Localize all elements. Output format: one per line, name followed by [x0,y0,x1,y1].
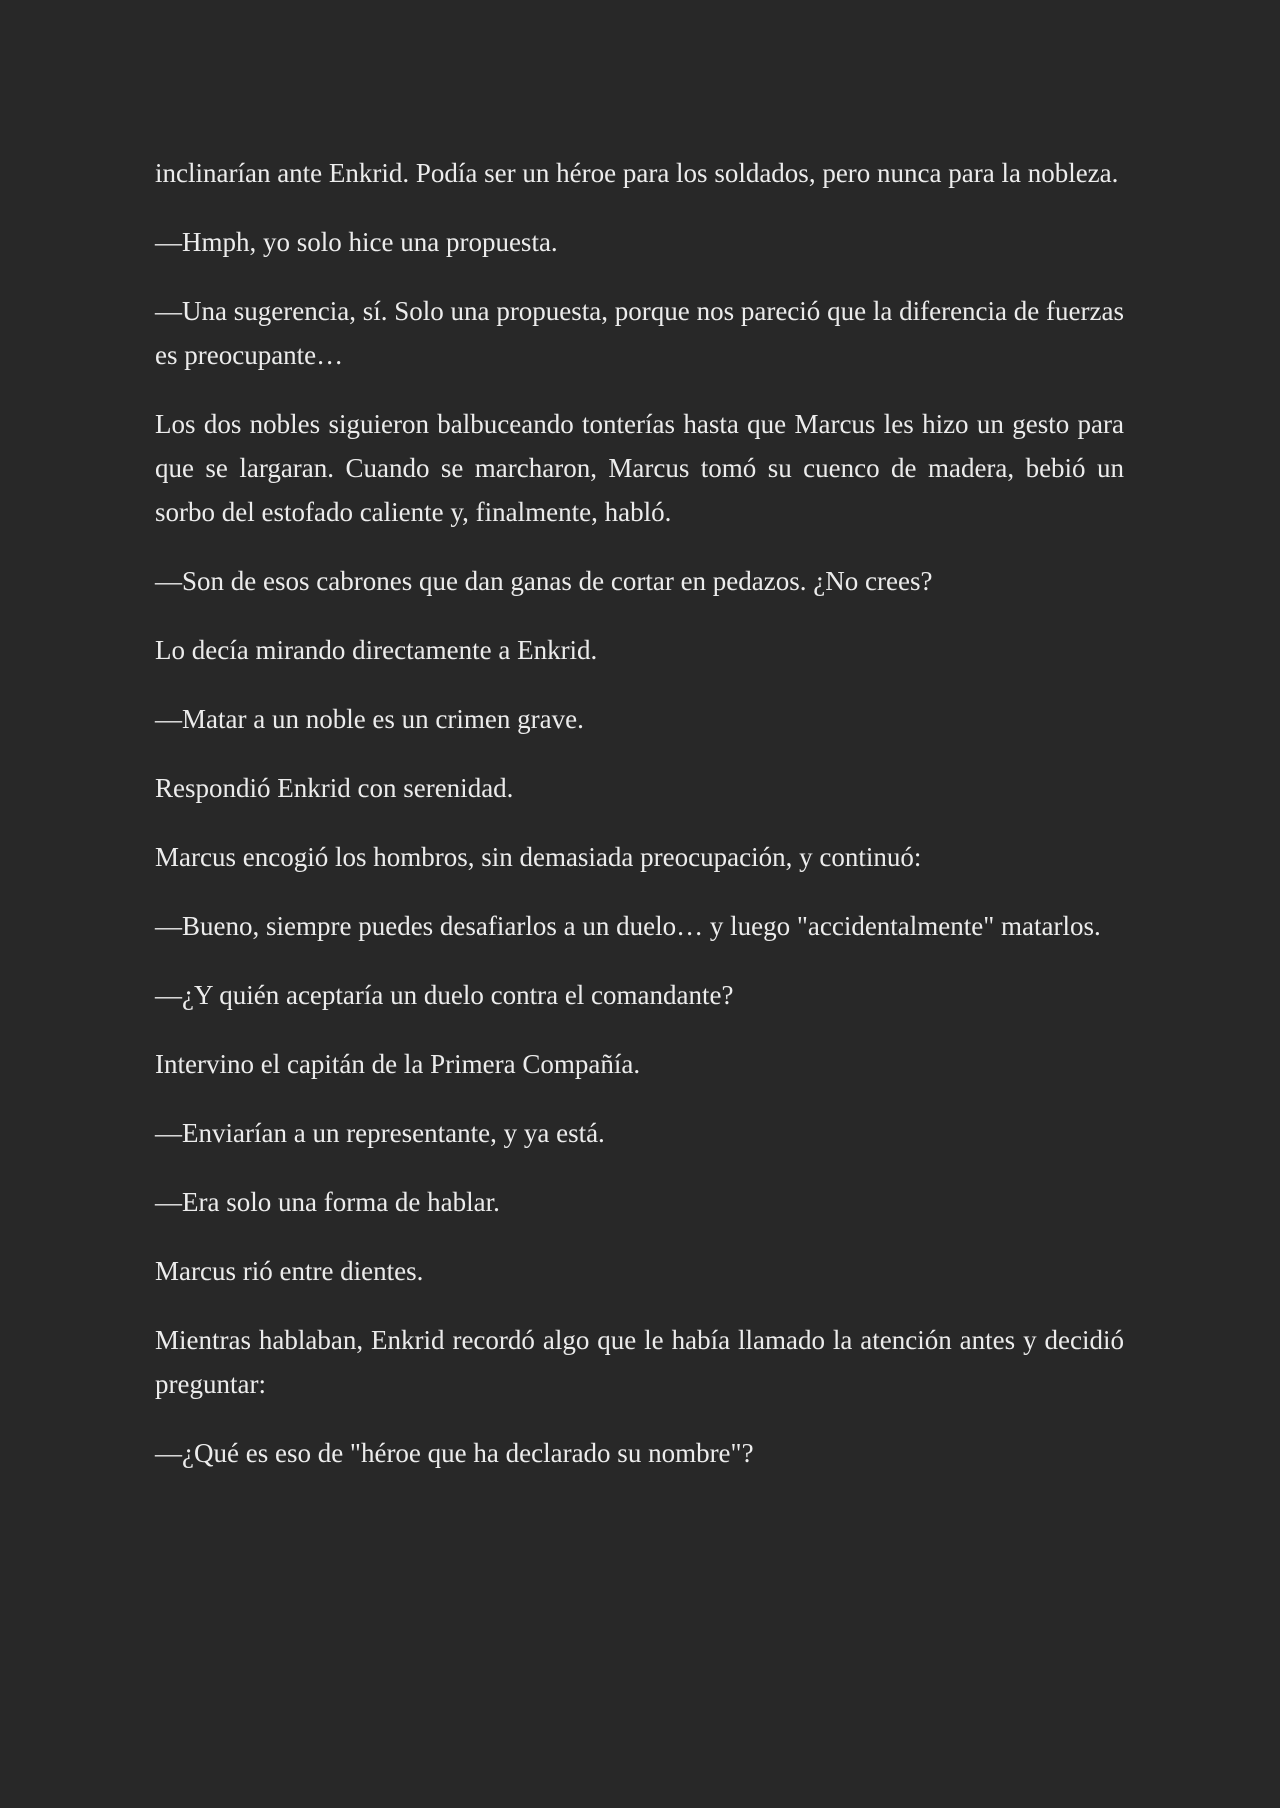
paragraph: Mientras hablaban, Enkrid recordó algo que le había llamado la atención antes y decidió preguntar: [155,1325,1124,1399]
paragraph: inclinarían ante Enkrid. Podía ser un héroe para los soldados, pero nunca para la nobleza. [155,158,1119,188]
paragraph: —Hmph, yo solo hice una propuesta. [155,227,558,257]
paragraph: —Bueno, siempre puedes desafiarlos a un duelo… y luego "accidentalmente" matarlos. [155,911,1101,941]
paragraph: —Era solo una forma de hablar. [155,1187,500,1217]
paragraph: —Enviarían a un representante, y ya está. [155,1118,605,1148]
paragraph: Marcus rió entre dientes. [155,1256,424,1286]
paragraph: Los dos nobles siguieron balbuceando tonterías hasta que Marcus les hizo un gesto para que se largaran. Cuando se marcharon, Marcus tomó su cuenco de madera, bebió un sorbo del estofado caliente y, finalmente, habló. [155,409,1124,527]
paragraph: —Matar a un noble es un crimen grave. [155,704,584,734]
paragraph: —¿Y quién aceptaría un duelo contra el comandante? [155,980,734,1010]
paragraph: —Son de esos cabrones que dan ganas de cortar en pedazos. ¿No crees? [155,566,933,596]
paragraph: Respondió Enkrid con serenidad. [155,773,514,803]
paragraph: Marcus encogió los hombros, sin demasiada preocupación, y continuó: [155,842,922,872]
paragraph: —¿Qué es eso de "héroe que ha declarado su nombre"? [155,1438,754,1468]
paragraph: —Una sugerencia, sí. Solo una propuesta, porque nos pareció que la diferencia de fuerzas es preocupante… [155,296,1124,370]
chapter-text [155,151,1124,1475]
paragraph: Lo decía mirando directamente a Enkrid. [155,635,598,665]
paragraph: Intervino el capitán de la Primera Compañía. [155,1049,641,1079]
